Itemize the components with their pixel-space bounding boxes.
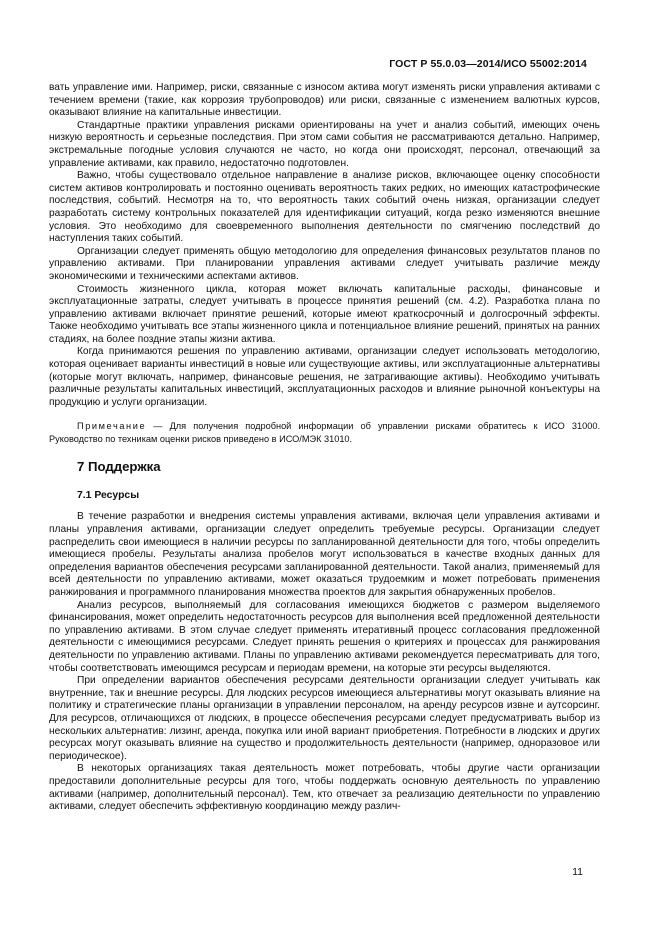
- paragraph: Важно, чтобы существовало отдельное направление в анализе рисков, включающее оценку способности систем активов контролировать и постоянно оценивать вероятность таких редких, но имеющих катастрофические последствия, событий. Несмотря на то, что вероятность таких событий очень низкая, организации следует разработать систему контрольных показателей для идентификации ситуаций, когда резко изменяются внешние условия. Это необходимо для своевременного выполнения деятельности по смягчению последствий до наступления таких событий.: [49, 170, 600, 245]
- note-label: Примечание: [77, 421, 147, 432]
- paragraph: В некоторых организациях такая деятельность может потребовать, чтобы другие части организации предоставили дополнительные ресурсы для того, чтобы поддержать основную деятельность по управлению активами (например, дополнительный персонал). Тем, кто отвечает за реализацию деятельности по управлению активами, следует обеспечить эффективную координацию между различ-: [49, 763, 600, 813]
- paragraph: вать управление ими. Например, риски, связанные с износом актива могут изменять риски управления активами с течением времени (такие, как коррозия трубопроводов) или риски, связанные с изменением валютных курсов, оказывают влияние на капитальные инвестиции.: [49, 82, 600, 119]
- section-heading: 7 Поддержка: [77, 459, 161, 475]
- paragraph: Стоимость жизненного цикла, которая может включать капитальные расходы, финансовые и эксплуатационные затраты, следует учитывать в процессе принятия решений (см. 4.2). Разработка плана по управлению активами включает принятие решений, которые имеют краткосрочный и долгосрочный эффекты. Также необходимо учитывать все этапы жизненного цикла и потенциальное влияние решений, принятых на ранних стадиях, на более поздние этапы жизни актива.: [49, 283, 600, 345]
- subsection-heading: 7.1 Ресурсы: [77, 489, 140, 501]
- page-number: 11: [572, 866, 583, 878]
- page-body: [49, 82, 600, 814]
- paragraph: Организации следует применять общую методологию для определения финансовых результатов планов по управлению активами. При планировании управления активами следует учитывать различие между экономическими и техническими аспектами активов.: [49, 245, 600, 282]
- paragraph: В течение разработки и внедрения системы управления активами, включая цели управления активами и планы управления активами, организации следует определить требуемые ресурсы. Организации следует распределить свои имеющиеся в наличии ресурсы по запланированной деятельности для того, чтобы определить имеющиеся пробелы. Результаты анализа пробелов могут использоваться в качестве входных данных для определения вариантов обеспечения ресурсами запланированной деятельности. Такой анализ, применяемый для всей деятельности по управлению активами, может оказаться трудоемким и может потребовать применения ранжирования и программного планирования множества проектов для закрытия обнаруженных пробелов.: [49, 511, 600, 598]
- paragraph: Когда принимаются решения по управлению активами, организации следует использовать методологию, которая оценивает варианты инвестиций в новые или существующие активы, или эксплуатационные альтернативы (которые могут включать, например, финансовые решения, не затрагивающие активы). Необходимо учитывать различные результаты капитальных инвестиций, эксплуатационных расходов и влияние рыночной конъектуры на продукцию и услуги организации.: [49, 346, 600, 408]
- paragraph: Анализ ресурсов, выполняемый для согласования имеющихся бюджетов с размером выделяемого финансирования, может определить недостаточность ресурсов для выполнения всей предложенной деятельности по управлению активами. В этом случае следует применять итеративный процесс согласования предложенной деятельности с имеющимися ресурсами. Следует принять решения о критериях и процессах для ранжирования деятельности по управлению активами. Планы по управлению активами рекомендуется пересматривать для того, чтобы соответствовать имеющимся ресурсам и периодам времени, на которые эти ресурсы выделяются.: [49, 599, 600, 674]
- paragraph: Стандартные практики управления рисками ориентированы на учет и анализ событий, имеющих очень низкую вероятность и серьезные последствия. При этом сами события не рассматриваются детально. Например, экстремальные погодные условия случаются не часто, но когда они происходят, персонал, отвечающий за управление активами, как правило, недостаточно подготовлен.: [49, 119, 600, 169]
- paragraph: При определении вариантов обеспечения ресурсами деятельности организации следует учитывать как внутренние, так и внешние ресурсы. Для людских ресурсов имеющиеся альтернативы могут оказывать влияние на политику и стратегические планы организации в управлении персоналом, на аренду ресурсов извне и аутсорсинг. Для ресурсов, отличающихся от людских, в процессе обеспечения ресурсами следует предусматривать выбор из нескольких альтернатив: лизинг, аренда, покупка или иной вариант приобретения. Потребности в людских и других ресурсах могут оказывать влияние на существо и продолжительность деятельности (например, одноразовое или периодическое).: [49, 675, 600, 762]
- note-text: — Для получения подробной информации об управлении рисками обратитесь к ИСО 31000. Руководство по техникам оценки рисков приведено в ИСО/МЭК 31010.: [49, 421, 600, 444]
- document-header: ГОСТ Р 55.0.03—2014/ИСО 55002:2014: [389, 58, 587, 70]
- note: [49, 420, 600, 445]
